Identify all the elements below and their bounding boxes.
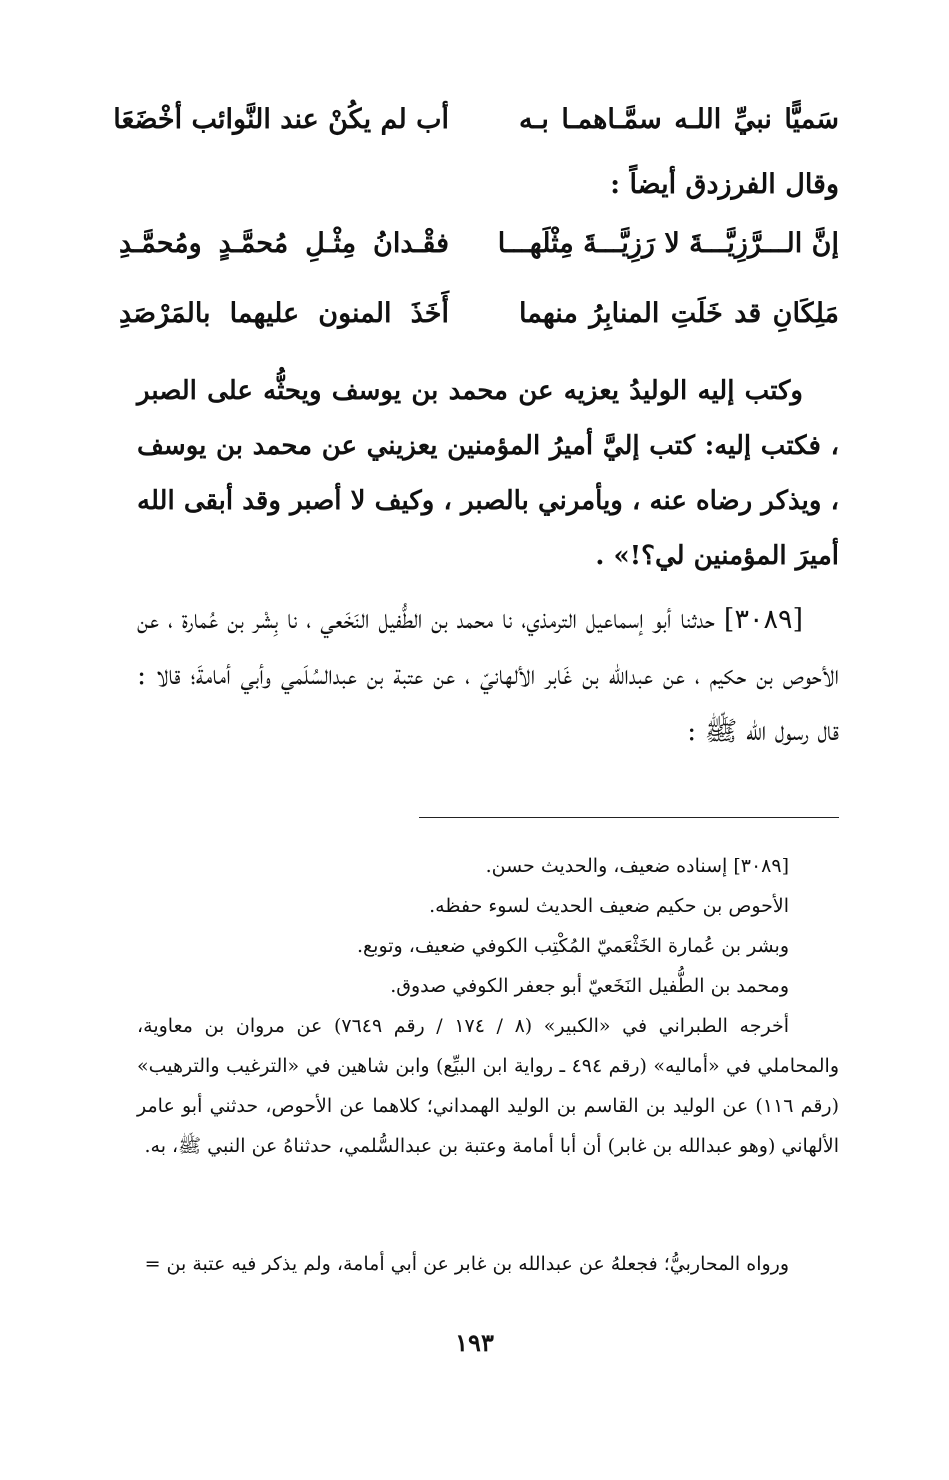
verse-2-second-hemistich: فقْـدانُ مِثْـلِ مُحمَّـدٍ ومُحمَّـدِ — [119, 228, 449, 259]
page-number: ١٩٣ — [455, 1328, 494, 1357]
hadith-number: [٣٠٨٩] — [723, 604, 803, 635]
hadith-text: حدثنا أبو إسماعيل الترمذي، نا محمد بن الطُّفيل النَخَعي ، نا بِشْر بن عُمارة ، عن الأحوص بن حكيم ، عن عبدالله بن غَابر الألهانيّ ، عن عتبة بن عبدالسُلَمي وأبي أمامةَ؛ قالا : قال رسول الله ﷺ : — [137, 604, 839, 747]
poem-intro: وقال الفرزدق أيضاً : — [610, 169, 839, 200]
verse-2-first-hemistich: إنَّ الـــرَّزِيَّـــةَ لا رَزِيَّـــةَ مِثْلَهـــا — [497, 228, 839, 259]
footnote-line-3: وبشر بن عُمارة الخَثْعَميّ المُكْتِب الكوفي ضعيف، وتوبع. — [357, 935, 789, 957]
verse-3-second-hemistich: أَخَذَ المنون عليهما بالمَرْصَدِ — [119, 298, 449, 329]
footnote-line-4: ومحمد بن الطُّفيل النَخَعيّ أبو جعفر الكوفي صدوق. — [390, 975, 789, 997]
footnote-paragraph-1: أخرجه الطبراني في «الكبير» (٨ / ١٧٤ / رقم ٧٦٤٩) عن مروان بن معاوية، والمحاملي في «أماليه» (رقم ٤٩٤ ـ رواية ابن البيِّع) وابن شاهين في «الترغيب والترهيب» (رقم ١١٦) عن الوليد بن القاسم بن الوليد الهمداني؛ كلاهما عن الأحوص، حدثني أبو عامر الألهاني (وهو عبدالله بن غابر) أن أبا أمامة وعتبة بن عبدالسُّلمي، حدثناهُ عن النبي ﷺ، به. — [137, 1015, 840, 1157]
footnote-paragraph-2: ورواه المحاربيُّ؛ فجعلهُ عن عبدالله بن غابر عن أبي أمامة، ولم يذكر فيه عتبة بن = — [144, 1253, 789, 1275]
narrative-paragraph: وكتب إليه الوليدُ يعزيه عن محمد بن يوسف ويحثُّه على الصبر ، فكتب إليه: كتب إليَّ أميرُ المؤمنين يعزيني عن محمد بن يوسف ، ويذكر رضاه عنه ، ويأمرني بالصبر ، وكيف لا أصبر وقد أبقى الله أميرَ المؤمنين لي؟!» . — [137, 376, 839, 571]
verse-1-first-hemistich: سَميًّا نبيِّ اللـه سمَّـاهمـا بـه — [519, 104, 839, 135]
footnote-separator — [419, 817, 839, 818]
verse-1-second-hemistich: أب لم يكُنْ عند النَّوائب أخْضَعَا — [113, 104, 449, 135]
footnote-line-1: [٣٠٨٩] إسناده ضعيف، والحديث حسن. — [485, 855, 789, 877]
footnote-line-2: الأحوص بن حكيم ضعيف الحديث لسوء حفظه. — [429, 895, 789, 917]
verse-3-first-hemistich: مَلِكَانِ قد خَلَتِ المنابِرُ منهما — [519, 298, 839, 329]
hadith-paragraph — [137, 592, 839, 760]
